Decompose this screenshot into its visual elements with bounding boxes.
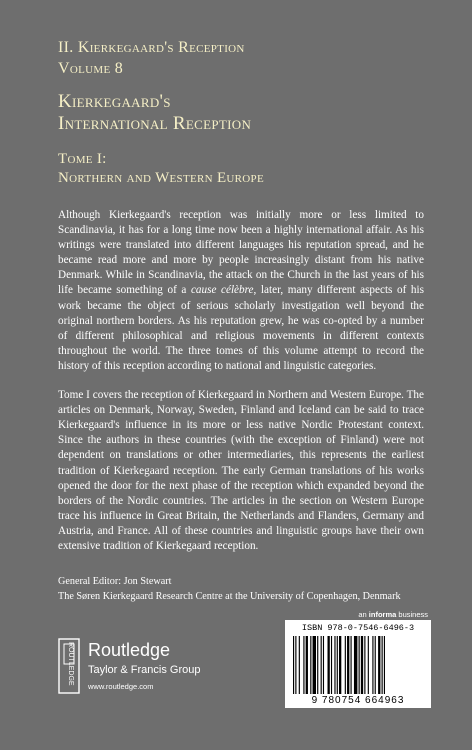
barcode-bar — [364, 636, 365, 694]
barcode-bar — [384, 636, 385, 694]
barcode-bar — [317, 636, 318, 694]
barcode-bar — [347, 636, 349, 694]
blurb-p1-end: , later, many different aspects of his work became the object of serious scholarly investigation well beyond the original northern borders. As his reputation grew, he was co-opted by a number of different philosophical and religious movements in different contexts throughout the world. The three tomes of this volume attempt to record the history of this reception according to national and linguistic categories. — [58, 284, 424, 372]
barcode-box — [285, 620, 431, 708]
blurb-p1-italic: cause célèbre — [190, 284, 254, 297]
barcode-bar — [375, 636, 376, 694]
header-block — [58, 38, 438, 188]
book-title — [58, 91, 438, 135]
publisher-group: Taylor & Francis Group — [88, 664, 201, 676]
informa-pre: an — [358, 610, 369, 619]
informa-tagline — [358, 610, 428, 619]
informa-bold: informa — [368, 610, 397, 619]
general-editor: General Editor: Jon Stewart — [58, 576, 172, 587]
barcode-bar — [345, 636, 346, 694]
barcode-bar — [299, 636, 300, 694]
barcode-bar — [331, 636, 332, 694]
tome-title-line1: Tome I: — [58, 151, 107, 167]
barcode-bar — [334, 636, 335, 694]
book-title-line2: International Reception — [58, 113, 252, 134]
barcode-bar — [361, 636, 363, 694]
barcode-bar — [354, 636, 357, 694]
barcode-digits: 9 780754 664963 — [311, 695, 405, 706]
barcode-bar — [323, 636, 324, 694]
barcode-bar — [303, 636, 304, 694]
barcode-bar — [351, 636, 352, 694]
barcode-bar — [328, 636, 330, 694]
barcode-bar — [306, 636, 308, 694]
publisher-site: www.routledge.com — [88, 682, 154, 691]
isbn-text: ISBN 978-0-7546-6496-3 — [301, 623, 415, 633]
series-title: II. Kierkegaard's Reception — [58, 39, 245, 56]
barcode-bar — [359, 636, 360, 694]
barcode-bar — [382, 636, 383, 694]
barcode-bar — [372, 636, 373, 694]
barcode-icon — [293, 636, 423, 694]
blurb-paragraph-1 — [58, 208, 424, 374]
publisher-vertical: ROUTLEDGE — [67, 642, 74, 686]
research-centre: The Søren Kierkegaard Research Centre at the University of Copenhagen, Denmark — [58, 591, 401, 602]
blurb — [58, 208, 424, 554]
publisher-logo — [58, 636, 248, 706]
volume-number: Volume 8 — [58, 60, 124, 77]
barcode-bar — [293, 636, 294, 694]
tome-title-line2: Northern and Western Europe — [58, 170, 264, 186]
barcode-bar — [378, 636, 380, 694]
tome-title — [58, 150, 438, 188]
barcode-bar — [313, 636, 316, 694]
barcode-bar — [310, 636, 311, 694]
blurb-p1-start: Although Kierkegaard's reception was initially more or less limited to Scandinavia, it has for a long time now been a highly international affair. As his writings were translated into different languages his reputation spread, and he became read more and more by people increasingly distant from his native Denmark. While in Scandinavia, the attack on the Church in the last years of his life became something of a — [58, 209, 424, 297]
informa-post: business — [396, 610, 428, 619]
barcode-bar — [337, 636, 338, 694]
editor-info — [58, 574, 438, 604]
publisher-name: Routledge — [88, 640, 171, 660]
book-title-line1: Kierkegaard's — [58, 91, 171, 112]
blurb-paragraph-2: Tome I covers the reception of Kierkegaard in Northern and Western Europe. The articles on Denmark, Norway, Sweden, Finland and Iceland can be said to trace Kierkegaard's influence in its more or less native Nordic Protestant context. Since the authors in these countries (with the exception of Finland) were not dependent on translations or other intermediaries, this represents the earliest tradition of Kierkegaard reception. The early German translations of his works opened the door for the next phase of the reception which expanded beyond the borders of the Nordic countries. The articles in the section on Western Europe trace his influence in Great Britain, the Netherlands and Flanders, Germany and Austria, and France. All of these countries and linguistic groups have their own extensive tradition of Kierkegaard reception. — [58, 389, 424, 552]
barcode-bar — [295, 636, 296, 694]
barcode-bar — [321, 636, 322, 694]
barcode-bar — [368, 636, 369, 694]
barcode-bar — [339, 636, 341, 694]
